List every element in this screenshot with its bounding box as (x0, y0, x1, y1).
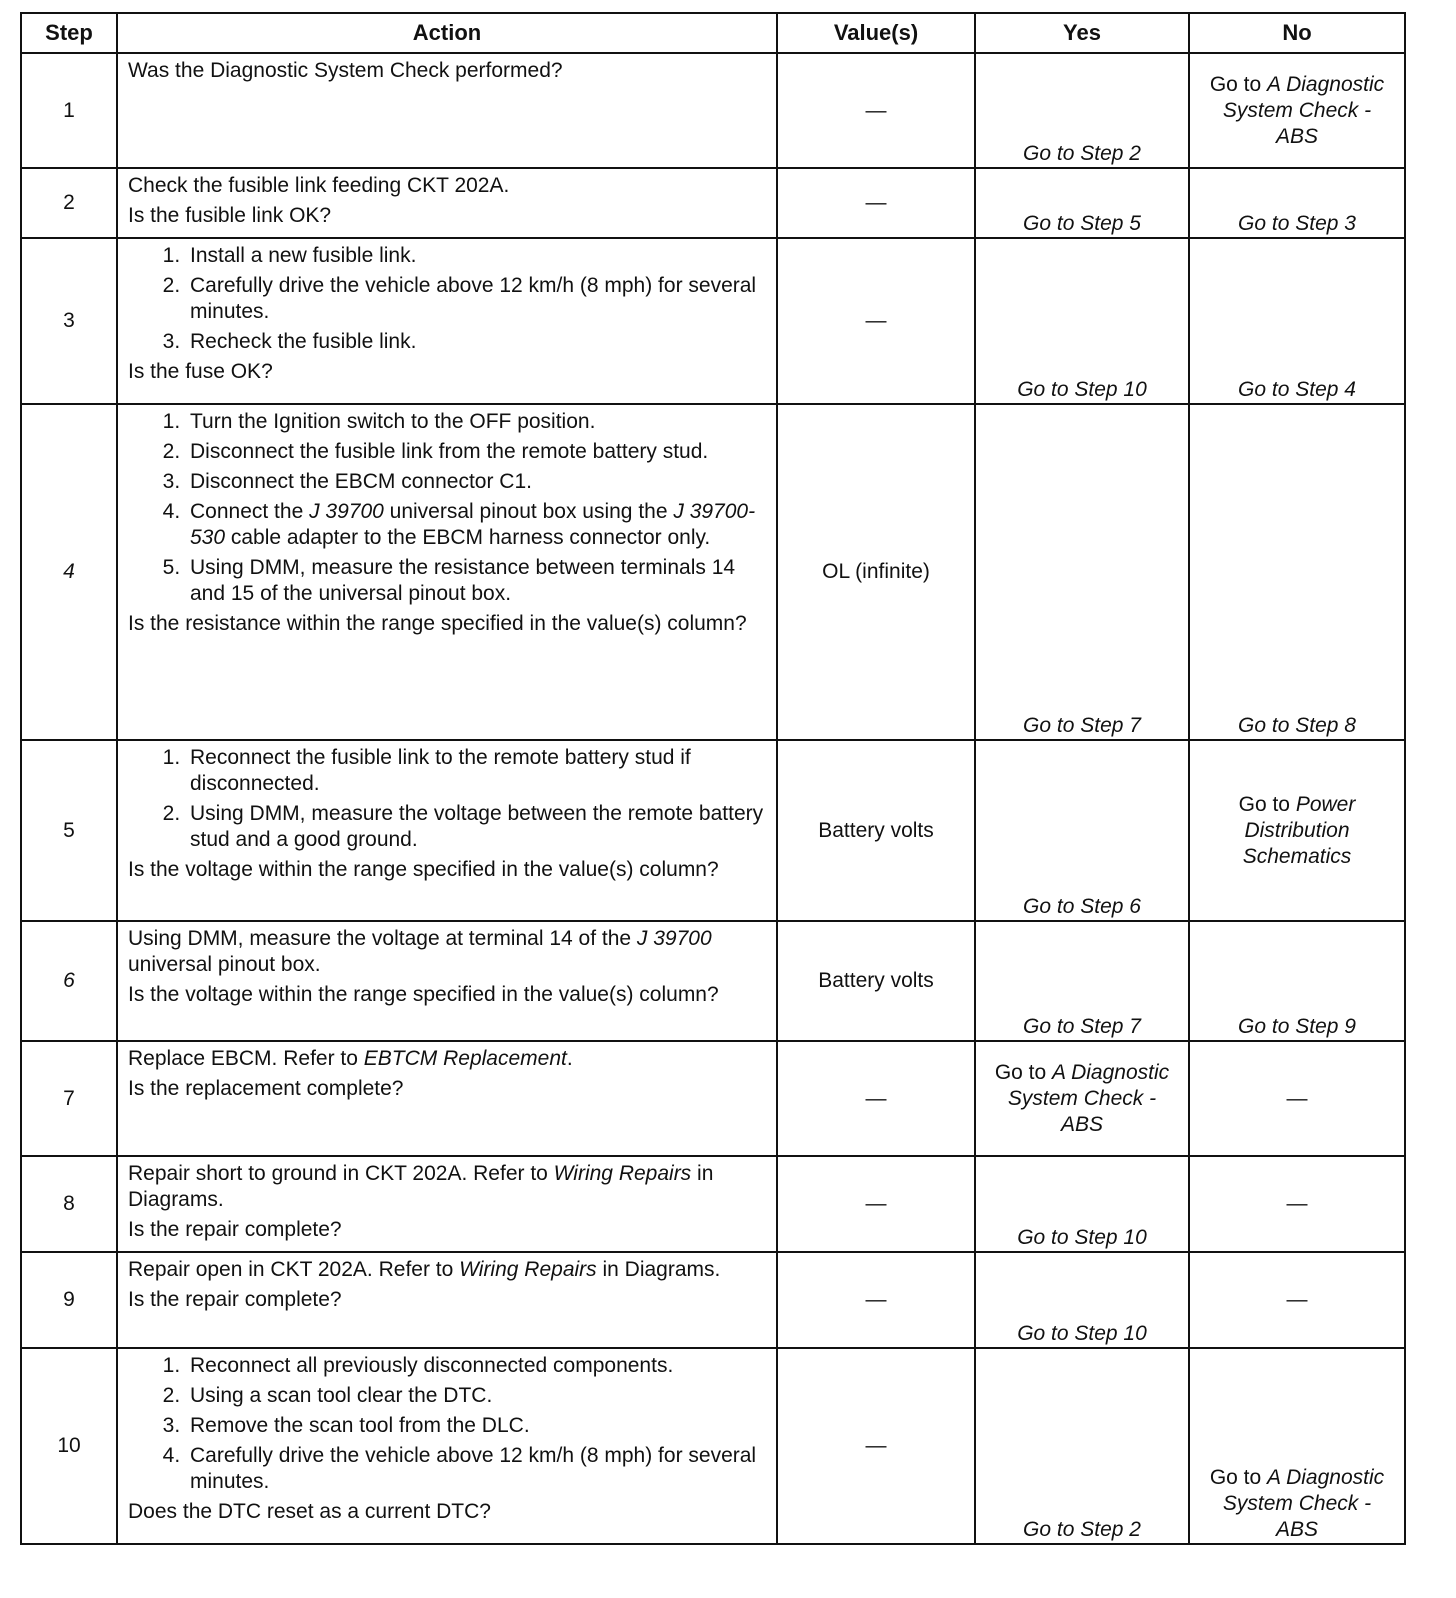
value-cell: — (777, 1041, 975, 1156)
value-cell: — (777, 168, 975, 238)
action-cell (117, 740, 777, 921)
no-dash: — (1286, 1288, 1308, 1311)
yes-reference: A Diagnostic System Check - ABS (1007, 1060, 1170, 1136)
action-question: Is the voltage within the range specified in the value(s) column? (128, 858, 719, 881)
step-number: 3 (21, 238, 117, 404)
yes-cell: Go to Step 2 (975, 53, 1189, 168)
action-text (128, 926, 766, 978)
no-cell: Go to Step 4 (1189, 238, 1405, 404)
action-step: 3. Recheck the fusible link. (186, 329, 766, 355)
yes-cell: Go to Step 6 (975, 740, 1189, 921)
no-reference: Power Distribution Schematics (1242, 792, 1356, 868)
action-cell (117, 404, 777, 740)
yes-cell: Go to Step 2 (975, 1348, 1189, 1544)
action-text-part: . (566, 1047, 573, 1070)
value-cell: Battery volts (777, 740, 975, 921)
action-step: 3. Remove the scan tool from the DLC. (186, 1413, 766, 1439)
action-step: 2. Using DMM, measure the voltage between the remote battery stud and a good ground. (186, 801, 766, 853)
header-action: Action (117, 13, 777, 53)
table-row (21, 404, 1405, 740)
doc-reference: Wiring Repairs (553, 1162, 692, 1185)
action-question: Is the voltage within the range specified in the value(s) column? (128, 983, 719, 1006)
action-question: Is the resistance within the range specified in the value(s) column? (128, 612, 747, 635)
action-text-part: Using DMM, measure the voltage at terminal 14 of the (128, 927, 637, 950)
action-text (128, 1161, 766, 1213)
yes-cell (975, 1041, 1189, 1156)
action-step: 2. Disconnect the fusible link from the remote battery stud. (186, 439, 766, 465)
header-step: Step (21, 13, 117, 53)
no-dash: — (1286, 1086, 1308, 1110)
action-steps (128, 409, 766, 607)
step-number: 5 (21, 740, 117, 921)
step-number: 7 (21, 1041, 117, 1156)
no-prefix: Go to (1238, 792, 1296, 816)
no-reference: A Diagnostic System Check - ABS (1222, 72, 1385, 148)
step-text: Connect the (190, 500, 310, 523)
doc-reference: Wiring Repairs (459, 1258, 597, 1281)
no-reference: A Diagnostic System Check - ABS (1222, 1466, 1385, 1541)
value-cell: — (777, 238, 975, 404)
tool-reference: J 39700-530 (190, 500, 756, 549)
value-cell: Battery volts (777, 921, 975, 1041)
action-cell (117, 921, 777, 1041)
action-text-part: Repair short to ground in CKT 202A. Refer to (128, 1162, 554, 1185)
action-cell (117, 1156, 777, 1252)
value-cell: — (777, 53, 975, 168)
yes-cell: Go to Step 10 (975, 238, 1189, 404)
action-question: Is the repair complete? (128, 1218, 342, 1241)
action-steps (128, 243, 766, 355)
action-text (128, 1257, 766, 1283)
action-step: 1. Install a new fusible link. (186, 243, 766, 269)
action-step (186, 499, 766, 551)
yes-cell: Go to Step 10 (975, 1156, 1189, 1252)
no-cell (1189, 1348, 1405, 1544)
action-step: 2. Using a scan tool clear the DTC. (186, 1383, 766, 1409)
step-number: 6 (21, 921, 117, 1041)
action-step: 5. Using DMM, measure the resistance between terminals 14 and 15 of the universal pinout box. (186, 555, 766, 607)
action-question: Does the DTC reset as a current DTC? (128, 1500, 491, 1523)
action-step: 4. Carefully drive the vehicle above 12 km/h (8 mph) for several minutes. (186, 1443, 766, 1495)
table-row (21, 238, 1405, 404)
step-text: universal pinout box using the (383, 500, 674, 523)
no-cell: Go to Step 9 (1189, 921, 1405, 1041)
action-text-part: in Diagrams. (128, 1162, 714, 1211)
action-text-part: in Diagrams. (596, 1258, 721, 1281)
table-row (21, 168, 1405, 238)
action-text-part: Repair open in CKT 202A. Refer to (128, 1258, 460, 1281)
step-number: 4 (21, 404, 117, 740)
action-step: 2. Carefully drive the vehicle above 12 km/h (8 mph) for several minutes. (186, 273, 766, 325)
action-text: Check the fusible link feeding CKT 202A. (128, 174, 510, 197)
action-cell (117, 1041, 777, 1156)
header-no: No (1189, 13, 1405, 53)
table-row (21, 1348, 1405, 1544)
action-steps (128, 745, 766, 853)
no-cell: Go to Step 3 (1189, 168, 1405, 238)
action-text-part: Replace EBCM. Refer to (128, 1047, 364, 1070)
action-question: Is the replacement complete? (128, 1077, 404, 1100)
step-number: 10 (21, 1348, 117, 1544)
action-question: Is the fusible link OK? (128, 204, 332, 227)
tool-reference: J 39700 (309, 500, 384, 523)
table-row (21, 1041, 1405, 1156)
no-cell (1189, 53, 1405, 168)
yes-prefix: Go to (994, 1060, 1053, 1084)
no-cell (1189, 1156, 1405, 1252)
value-cell: OL (infinite) (777, 404, 975, 740)
no-dash: — (1286, 1192, 1308, 1215)
table-row (21, 1156, 1405, 1252)
step-number: 2 (21, 168, 117, 238)
action-steps (128, 1353, 766, 1495)
action-step: 1. Turn the Ignition switch to the OFF position. (186, 409, 766, 435)
header-yes: Yes (975, 13, 1189, 53)
action-text-part: universal pinout box. (128, 953, 321, 976)
action-question: Is the fuse OK? (128, 360, 273, 383)
no-cell: Go to Step 8 (1189, 404, 1405, 740)
value-cell: — (777, 1348, 975, 1544)
table-row (21, 1252, 1405, 1348)
yes-cell: Go to Step 10 (975, 1252, 1189, 1348)
step-text: cable adapter to the EBCM harness connector only. (225, 526, 711, 549)
no-cell (1189, 740, 1405, 921)
step-number: 1 (21, 53, 117, 168)
yes-cell: Go to Step 7 (975, 404, 1189, 740)
yes-cell: Go to Step 5 (975, 168, 1189, 238)
action-cell (117, 53, 777, 168)
step-number: 9 (21, 1252, 117, 1348)
action-question: Is the repair complete? (128, 1288, 342, 1311)
no-prefix: Go to (1209, 72, 1268, 96)
no-cell (1189, 1252, 1405, 1348)
yes-cell: Go to Step 7 (975, 921, 1189, 1041)
table-header-row (21, 13, 1405, 53)
diagnostic-table (20, 12, 1406, 1545)
tool-reference: J 39700 (636, 927, 712, 950)
action-step: 3. Disconnect the EBCM connector C1. (186, 469, 766, 495)
action-step: 1. Reconnect all previously disconnected components. (186, 1353, 766, 1379)
value-cell: — (777, 1156, 975, 1252)
action-cell (117, 1252, 777, 1348)
action-cell (117, 238, 777, 404)
table-row (21, 921, 1405, 1041)
action-text (128, 1046, 766, 1072)
header-values: Value(s) (777, 13, 975, 53)
action-cell (117, 1348, 777, 1544)
no-cell (1189, 1041, 1405, 1156)
table-row (21, 740, 1405, 921)
value-cell: — (777, 1252, 975, 1348)
action-cell (117, 168, 777, 238)
no-prefix: Go to (1209, 1466, 1268, 1489)
action-text: Was the Diagnostic System Check performed? (128, 59, 563, 82)
doc-reference: EBTCM Replacement (363, 1047, 567, 1070)
step-number: 8 (21, 1156, 117, 1252)
action-step: 1. Reconnect the fusible link to the remote battery stud if disconnected. (186, 745, 766, 797)
table-row (21, 53, 1405, 168)
